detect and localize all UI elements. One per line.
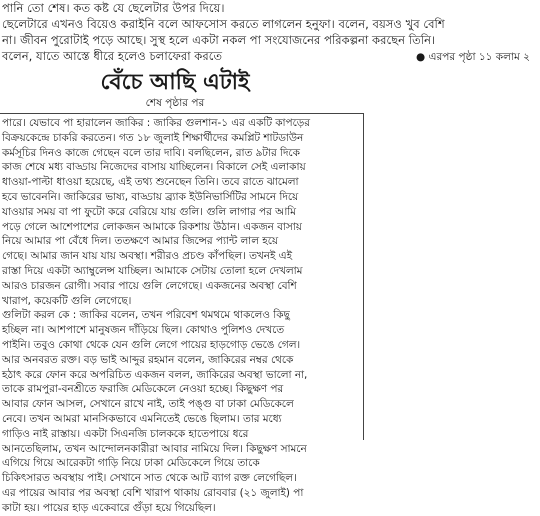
article-headline: বেঁচে আছি এটাই	[100, 70, 250, 95]
body-line: গুলিটা করল কে : জাকির বলেন, তখন পরিবেশ থমথমে থাকলেও কিছু	[2, 309, 290, 322]
article-body	[0, 113, 364, 514]
body-line: আর অনবরত রক্ত। বড় ভাই আব্দুর রহমান বলেন, জাকিরের নম্বর থেকে	[2, 353, 294, 366]
body-line: পড়ে গেলে আশেপাশের লোকজন আমাকে রিকশায় উঠান। একজন বাসায়	[2, 220, 302, 233]
body-line: আবার ফোন আসল, সেখানে রাখে নাই, তাই পঙ্গু বা ঢাকা মেডিকেলে	[2, 398, 294, 411]
top-line-4: বলেন, যাতে আস্তে ধীরে হলেও চলাফেরা করতে	[2, 49, 223, 63]
body-line: পাইনি। তবুও কোথা থেকে যেন গুলি লেগে পায়ের হাড়গোড় ভেঙে গেল।	[2, 338, 301, 351]
body-line: যাওয়ার সময় বা পা ফুটো করে বেরিয়ে যায় গুলি। গুলি লাগার পর আমি	[2, 205, 296, 218]
body-line: তাকে রামপুরা-বনশ্রীতে ফরাজি মেডিকেলে নেওয়া হচ্ছে। কিছুক্ষণ পর	[2, 383, 284, 396]
body-line: নেবে। তখন আমরা মানসিকভাবে এমনিতেই ভেঙে ছিলাম। তার মধ্যে	[2, 412, 282, 425]
body-line: কর্মসূচির দিনও কাজে গেছেন বলে তার দাবি। বলছিলেন, রাত ৯টার দিকে	[2, 146, 300, 159]
body-line: পারে। যেভাবে পা হারালেন জাকির : জাকির গুলশান-১ এর একটি কাপড়ের	[2, 117, 310, 129]
article-subhead: শেষ পৃষ্ঠার পর	[145, 97, 205, 109]
body-line: কাটা হয়। পায়ের হাড় একেবারে গুঁড়া হয়ে গিয়েছিল।	[2, 501, 216, 514]
body-line: হঠাৎ করে ফোন করে অপরিচিত একজন বলল, জাকিরের অবস্থা ভালো না,	[2, 368, 308, 381]
body-line: এর পায়ের আবার পর অবস্থা বেশি খারাপ থাকায় রোববার (২১ জুলাই) পা	[2, 486, 304, 499]
body-line: খারাপ, কয়েকটি গুলি লেগেছে।	[2, 294, 132, 307]
body-line: কাজ শেষে মধ্য বাড্ডায় নিজেদের বাসায় যাচ্ছিলেন। বিকালে সেই এলাকায়	[2, 161, 306, 174]
top-line-1: পানি তো শেষ। কত কষ্ট যে ছেলেটার উপর দিয়ে।	[2, 1, 225, 15]
body-line: গেছে। আমার জান যায় যায় অবস্থা। শরীরও প্রচণ্ড কাঁপছিল। তখনই এই	[2, 250, 292, 263]
body-line: এগিয়ে গিয়ে আরেকটা গাড়ি নিয়ে ঢাকা মেডিকেলে গিয়ে তাকে	[2, 457, 260, 470]
body-line: গাড়িও নাই রাস্তায়। একটা সিএনজি চালককে হাতেপায়ে ধরে	[2, 427, 249, 440]
body-line: রাস্তা দিয়ে একটা অ্যাম্বুলেন্স যাচ্ছিল। আমাকে সেটায় তোলা হলে দেখলাম	[2, 264, 303, 277]
body-line: নিয়ে আমার পা বেঁধে দিল। ততক্ষণে আমার জিন্সের প্যান্ট লাল হয়ে	[2, 235, 278, 248]
top-line-2: ছেলেটারে এখনও বিয়েও করাইনি বলে আফসোস করতে লাগলেন হনুফা। বলেন, বয়সও খুব বেশি	[2, 17, 445, 31]
continued-label: ● এরপর পৃষ্ঠা ১১ কলাম ২	[415, 51, 530, 63]
body-line: বিক্রয়কেন্দ্রে চাকরি করতেন। গত ১৮ জুলাই শিক্ষার্থীদের কমপ্লিট শাটডাউন	[2, 131, 304, 144]
body-line: আনতেছিলাম, তখন আন্দোলনকারীরা আবার নামিয়ে দিল। কিছুক্ষণ সামনে	[2, 442, 307, 455]
body-line: চিকিৎসারত অবস্থায় পাই। সেখানে সাত থেকে আট ব্যাগ রক্ত লেগেছিল।	[2, 472, 297, 485]
top-line-3: না। জীবন পুরোটাই পড়ে আছে। সুস্থ হলে একটা নকল পা সংযোজনের পরিকল্পনা করছেন তিনি।	[2, 33, 436, 47]
body-line: হবে ভাবেননি। জাকিরের ভাষ্য, বাড্ডায় ব্র্যাক ইউনিভার্সিটির সামনে দিয়ে	[2, 190, 299, 203]
body-line: হচ্ছিল না। আশপাশে মানুষজন দাঁড়িয়ে ছিল। কোথাও পুলিশও দেখতে	[2, 324, 285, 337]
body-line: ধাওয়া-পাল্টা ধাওয়া হয়েছে, এই তথ্য শুনেছেন তিনি। তবে রাতে ঝামেলা	[2, 176, 299, 189]
body-line: আরও চারজন রোগী। সবার পায়ে গুলি লেগেছে। একজনের অবস্থা বেশি	[2, 279, 297, 292]
